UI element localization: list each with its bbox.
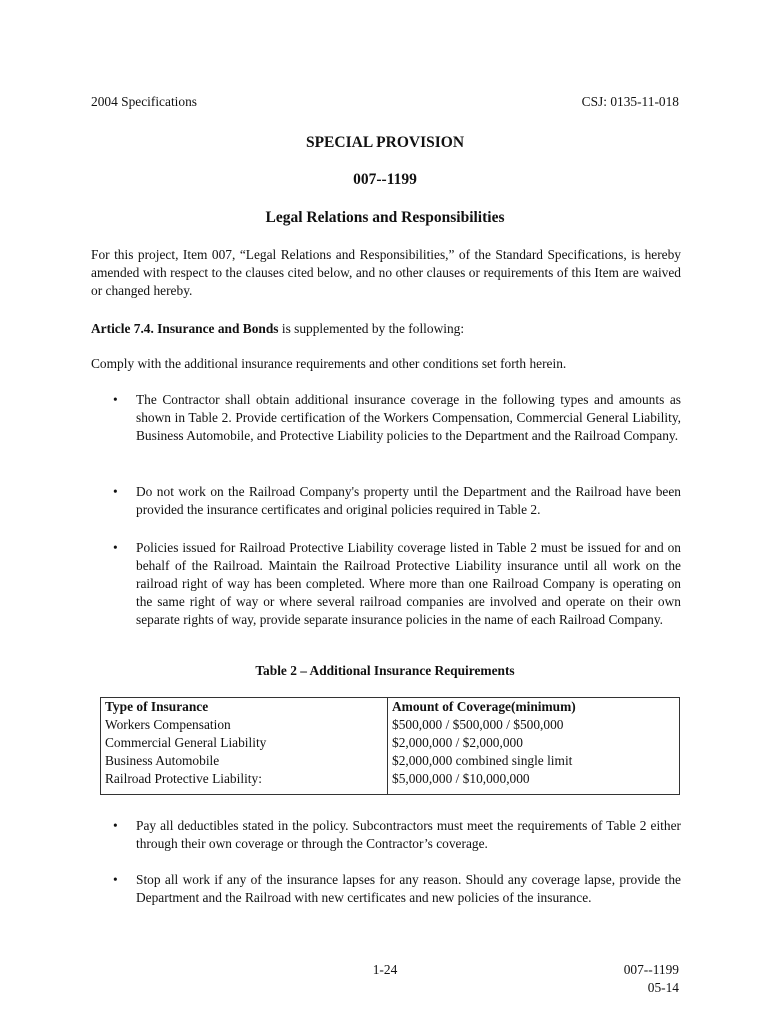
list-item-text: Do not work on the Railroad Company's property until the Department and the Railroad have been provided the insurance certificates and original policies required in Table 2. — [136, 484, 681, 517]
column-header-type: Type of Insurance — [101, 698, 388, 717]
table-cell: $2,000,000 / $2,000,000 — [388, 734, 680, 752]
header-spec-year: 2004 Specifications — [91, 94, 197, 109]
table-cell: Railroad Protective Liability: — [101, 770, 388, 795]
bullet-dot: • — [113, 540, 118, 555]
bullet-dot: • — [113, 818, 118, 833]
table-row — [101, 734, 680, 752]
header-csj: CSJ: 0135-11-018 — [581, 94, 679, 109]
list-item-text: Policies issued for Railroad Protective Liability coverage listed in Table 2 must be issued for and on behalf of the Railroad. Maintain the Railroad Protective Liability insurance until all work on the railroad right of way has been completed. Where more than one Railroad Company is operating on the same right of way or where several railroad companies are involved and operate on their own separate rights of way, provide separate insurance policies in the name of each Railroad Company. — [136, 540, 681, 627]
article-paragraph — [91, 320, 681, 338]
list-item-text: Pay all deductibles stated in the policy. Subcontractors must meet the requirements of Table 2 either through their own coverage or through the Contractor’s coverage. — [136, 818, 681, 851]
title-provision-number: 007--1199 — [353, 171, 417, 188]
table-cell: Business Automobile — [101, 752, 388, 770]
table-row — [101, 770, 680, 795]
table-cell: $500,000 / $500,000 / $500,000 — [388, 716, 680, 734]
column-header-amount: Amount of Coverage(minimum) — [388, 698, 680, 717]
footer-provision-code: 007--1199 — [623, 962, 679, 977]
insurance-table — [100, 697, 680, 795]
intro-paragraph: For this project, Item 007, “Legal Relations and Responsibilities,” of the Standard Specifications, is hereby amended with respect to the clauses cited below, and no other clauses or requirements of this Item are waived or changed hereby. — [91, 247, 681, 298]
list-item-text: The Contractor shall obtain additional insurance coverage in the following types and amounts as shown in Table 2. Provide certification of the Workers Compensation, Commercial General Liability, Business Automobile, and Protective Liability policies to the Department and the Railroad Company. — [136, 392, 681, 443]
table-caption: Table 2 – Additional Insurance Requirements — [255, 663, 515, 678]
table-row — [101, 716, 680, 734]
title-subject: Legal Relations and Responsibilities — [265, 209, 505, 226]
list-item-text: Stop all work if any of the insurance lapses for any reason. Should any coverage lapse, provide the Department and the Railroad with new certificates and new policies of the insurance. — [136, 872, 681, 905]
footer-code-block — [624, 961, 679, 997]
table-cell: $2,000,000 combined single limit — [388, 752, 680, 770]
bullet-dot: • — [113, 392, 118, 407]
table-cell: Workers Compensation — [101, 716, 388, 734]
comply-paragraph: Comply with the additional insurance requirements and other conditions set forth herein. — [91, 356, 567, 371]
title-special-provision: SPECIAL PROVISION — [305, 134, 465, 151]
table-header-row — [101, 698, 680, 717]
footer-page-number: 1-24 — [372, 962, 398, 977]
table-cell: Commercial General Liability — [101, 734, 388, 752]
article-rest: is supplemented by the following: — [278, 321, 465, 336]
article-heading: Article 7.4. Insurance and Bonds — [91, 321, 279, 336]
bullet-dot: • — [113, 872, 118, 887]
bullet-dot: • — [113, 484, 118, 499]
table-row — [101, 752, 680, 770]
footer-date: 05-14 — [647, 980, 679, 995]
table-cell: $5,000,000 / $10,000,000 — [388, 770, 680, 795]
